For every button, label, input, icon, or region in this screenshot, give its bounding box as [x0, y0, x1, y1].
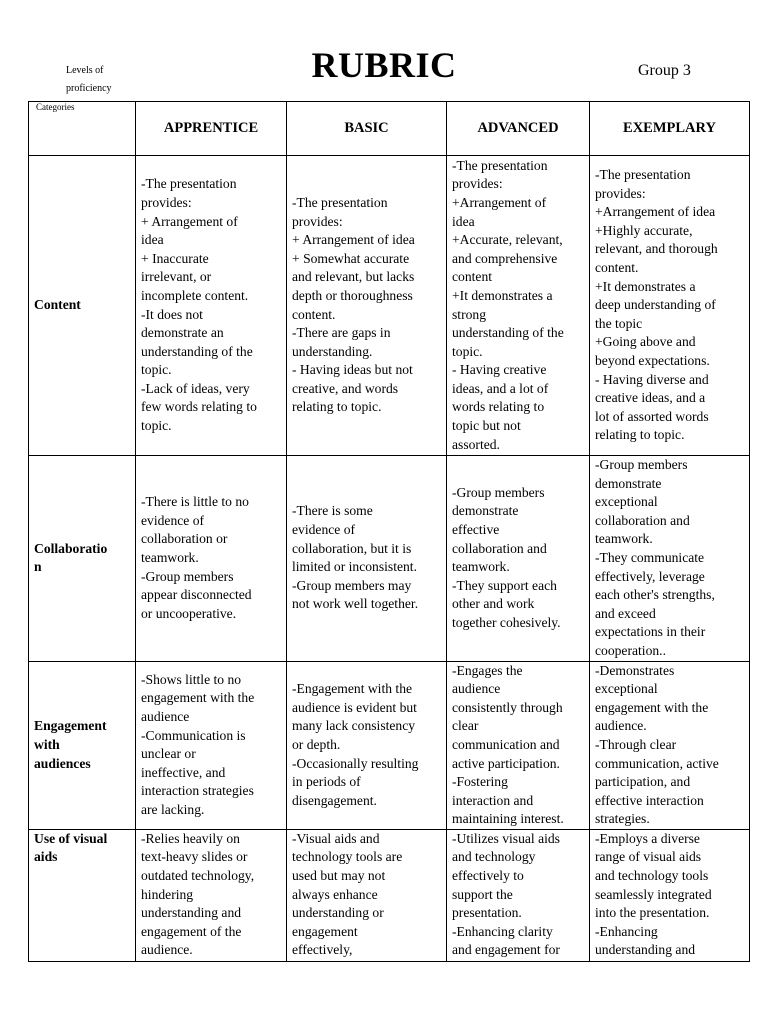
criteria-text-line: technology tools are	[292, 849, 403, 865]
criteria-cell-apprentice	[136, 661, 287, 829]
criteria-text-line: lot of assorted words	[595, 408, 709, 424]
criteria-text-line: -Utilizes visual aids	[452, 830, 560, 846]
criteria-text-line: support the	[452, 886, 513, 902]
criteria-text-line: or uncooperative.	[141, 605, 237, 621]
criteria-cell-basic	[287, 661, 447, 829]
criteria-text-line: -It does not	[141, 306, 203, 322]
criteria-cell-basic	[287, 829, 447, 961]
criteria-text-line: -Occasionally resulting	[292, 755, 419, 771]
criteria-text-line: seamlessly integrated	[595, 886, 712, 902]
criteria-text-line: outdated technology,	[141, 868, 255, 884]
criteria-text-line: audience.	[141, 942, 193, 958]
criteria-text-line: relating to topic.	[292, 399, 382, 415]
criteria-text-line: in periods of	[292, 774, 361, 790]
criteria-text-line: interaction strategies	[141, 783, 254, 799]
criteria-text-line: -Fostering	[452, 774, 508, 790]
criteria-text-line: understanding and	[595, 942, 696, 958]
criteria-text-line: provides:	[292, 213, 343, 229]
criteria-text-line: and relevant, but lacks	[292, 269, 415, 285]
category-cell	[29, 829, 136, 961]
criteria-text-line: not work well together.	[292, 596, 419, 612]
criteria-text-line: consistently through	[452, 699, 563, 715]
category-cell	[29, 456, 136, 662]
criteria-text-line: -Enhancing	[595, 923, 658, 939]
criteria-text-line: audience is evident but	[292, 699, 417, 715]
corner-cell	[29, 102, 136, 156]
criteria-text-line: content	[452, 269, 493, 285]
criteria-text-line: -Demonstrates	[595, 662, 675, 678]
criteria-text-line: -Communication is	[141, 727, 246, 743]
criteria-text-line: engagement	[292, 923, 358, 939]
criteria-text-line: exceptional	[595, 681, 658, 697]
criteria-text-line: used but may not	[292, 868, 386, 884]
criteria-text-line: effectively,	[292, 942, 353, 958]
criteria-text-line: understanding and	[141, 905, 242, 921]
criteria-text-line: provides:	[141, 194, 192, 210]
criteria-text-line: audience	[452, 681, 501, 697]
criteria-text-line: effectively, leverage	[595, 568, 705, 584]
criteria-text-line: relevant, and thorough	[595, 241, 718, 257]
criteria-text-line: maintaining interest.	[452, 811, 564, 827]
criteria-text-line: and technology	[452, 849, 536, 865]
criteria-text-line: words relating to	[452, 399, 545, 415]
criteria-text-line: +Arrangement of	[452, 194, 547, 210]
criteria-text-line: -Lack of ideas, very	[141, 380, 250, 396]
criteria-text-line: expectations in their	[595, 624, 706, 640]
criteria-text-line: -Visual aids and	[292, 830, 380, 846]
criteria-text-line: -Group members	[452, 484, 545, 500]
rubric-table	[28, 101, 750, 962]
criteria-text-line: each other's strengths,	[595, 587, 715, 603]
criteria-text-line: content.	[292, 306, 336, 322]
criteria-cell-exemplary	[590, 456, 750, 662]
criteria-text-line: effectively to	[452, 868, 524, 884]
criteria-text-line: few words relating to	[141, 399, 257, 415]
criteria-text-line: disengagement.	[292, 792, 377, 808]
rubric-row-engagement	[29, 661, 750, 829]
rubric-row-content	[29, 156, 750, 456]
level-header-basic: BASIC	[287, 102, 447, 156]
criteria-text-line: +It demonstrates a	[452, 287, 553, 303]
criteria-text-line: or depth.	[292, 736, 341, 752]
criteria-text-line: active participation.	[452, 755, 560, 771]
criteria-text-line: exceptional	[595, 494, 658, 510]
criteria-text-line: -Relies heavily on	[141, 830, 240, 846]
criteria-text-line: many lack consistency	[292, 718, 416, 734]
criteria-cell-exemplary	[590, 661, 750, 829]
criteria-text-line: understanding.	[292, 343, 373, 359]
category-label-line: audiences	[34, 755, 91, 771]
criteria-text-line: -The presentation	[141, 176, 237, 192]
criteria-text-line: +It demonstrates a	[595, 278, 696, 294]
criteria-text-line: effective interaction	[595, 792, 704, 808]
criteria-text-line: + Somewhat accurate	[292, 250, 410, 266]
criteria-text-line: clear	[452, 718, 479, 734]
criteria-text-line: incomplete content.	[141, 287, 249, 303]
criteria-text-line: collaboration and	[452, 540, 547, 556]
category-label-line: aids	[34, 849, 58, 865]
criteria-text-line: + Arrangement of	[141, 213, 238, 229]
criteria-text-line: engagement with the	[595, 699, 709, 715]
criteria-text-line: cooperation..	[595, 642, 666, 658]
criteria-text-line: interaction and	[452, 792, 534, 808]
criteria-text-line: + Arrangement of idea	[292, 232, 415, 248]
criteria-text-line: relating to topic.	[595, 427, 685, 443]
criteria-text-line: and comprehensive	[452, 250, 558, 266]
criteria-cell-advanced	[447, 156, 590, 456]
criteria-text-line: -There is little to no	[141, 494, 249, 510]
criteria-text-line: the topic	[595, 315, 643, 331]
categories-label: Categories	[36, 102, 75, 112]
criteria-text-line: and engagement for	[452, 942, 560, 958]
criteria-text-line: understanding or	[292, 905, 384, 921]
criteria-text-line: engagement of the	[141, 923, 242, 939]
category-label-line: Collaboratio	[34, 540, 108, 556]
criteria-text-line: creative, and words	[292, 380, 399, 396]
criteria-text-line: are lacking.	[141, 801, 205, 817]
criteria-text-line: presentation.	[452, 905, 522, 921]
category-cell	[29, 156, 136, 456]
criteria-text-line: -Through clear	[595, 736, 677, 752]
criteria-text-line: teamwork.	[595, 531, 653, 547]
criteria-text-line: collaboration, but it is	[292, 540, 412, 556]
criteria-cell-basic	[287, 156, 447, 456]
criteria-text-line: depth or thoroughness	[292, 287, 413, 303]
category-label-line: n	[34, 559, 42, 575]
level-header-apprentice: APPRENTICE	[136, 102, 287, 156]
criteria-text-line: teamwork.	[141, 549, 199, 565]
criteria-cell-exemplary	[590, 829, 750, 961]
criteria-text-line: engagement with the	[141, 690, 255, 706]
criteria-text-line: together cohesively.	[452, 615, 561, 631]
criteria-text-line: communication, active	[595, 755, 719, 771]
criteria-text-line: topic but not	[452, 418, 521, 434]
criteria-text-line: -There is some	[292, 503, 373, 519]
criteria-text-line: topic.	[141, 362, 172, 378]
criteria-text-line: ideas, and a lot of	[452, 380, 549, 396]
criteria-text-line: - Having diverse and	[595, 371, 709, 387]
criteria-text-line: strong	[452, 306, 486, 322]
criteria-text-line: topic.	[452, 343, 483, 359]
criteria-text-line: audience.	[595, 718, 647, 734]
criteria-text-line: understanding of the	[452, 325, 564, 341]
category-label-line: Content	[34, 297, 81, 313]
criteria-text-line: audience	[141, 709, 190, 725]
criteria-text-line: appear disconnected	[141, 587, 252, 603]
criteria-text-line: into the presentation.	[595, 905, 710, 921]
criteria-text-line: always enhance	[292, 886, 378, 902]
criteria-text-line: effective	[452, 522, 500, 538]
criteria-text-line: +Accurate, relevant,	[452, 232, 563, 248]
criteria-cell-advanced	[447, 456, 590, 662]
criteria-text-line: and exceed	[595, 605, 656, 621]
criteria-text-line: demonstrate	[452, 503, 519, 519]
criteria-text-line: idea	[141, 232, 164, 248]
criteria-text-line: -They communicate	[595, 549, 705, 565]
criteria-text-line: + Inaccurate	[141, 250, 209, 266]
rubric-row-visual-aids	[29, 829, 750, 961]
criteria-cell-advanced	[447, 829, 590, 961]
criteria-text-line: - Having creative	[452, 362, 547, 378]
level-header-advanced: ADVANCED	[447, 102, 590, 156]
criteria-cell-apprentice	[136, 456, 287, 662]
criteria-text-line: idea	[452, 213, 475, 229]
criteria-text-line: evidence of	[292, 522, 356, 538]
criteria-text-line: -Group members	[141, 568, 234, 584]
criteria-text-line: and technology tools	[595, 868, 709, 884]
levels-label-line: Levels of	[66, 65, 104, 76]
criteria-text-line: topic.	[141, 418, 172, 434]
criteria-cell-exemplary	[590, 156, 750, 456]
criteria-text-line: communication and	[452, 736, 560, 752]
criteria-text-line: -Group members	[595, 457, 688, 472]
criteria-text-line: -There are gaps in	[292, 325, 391, 341]
criteria-text-line: ineffective, and	[141, 764, 226, 780]
category-label-line: Use of visual	[34, 830, 108, 846]
criteria-text-line: -They support each	[452, 577, 557, 593]
criteria-text-line: understanding of the	[141, 343, 253, 359]
criteria-text-line: participation, and	[595, 774, 691, 790]
criteria-text-line: collaboration and	[595, 512, 690, 528]
criteria-text-line: unclear or	[141, 746, 196, 762]
page-title: RUBRIC	[311, 45, 457, 85]
criteria-text-line: -Employs a diverse	[595, 830, 700, 846]
criteria-text-line: collaboration or	[141, 531, 228, 547]
level-header-exemplary: EXEMPLARY	[590, 102, 750, 156]
levels-label-line: proficiency	[66, 83, 112, 94]
criteria-cell-apprentice	[136, 156, 287, 456]
criteria-text-line: demonstrate	[595, 475, 662, 491]
category-cell	[29, 661, 136, 829]
criteria-text-line: -Shows little to no	[141, 671, 242, 687]
criteria-text-line: other and work	[452, 596, 535, 612]
criteria-cell-apprentice	[136, 829, 287, 961]
criteria-text-line: -The presentation	[595, 167, 691, 183]
group-label: Group 3	[638, 62, 691, 79]
criteria-text-line: creative ideas, and a	[595, 390, 706, 406]
criteria-text-line: +Highly accurate,	[595, 222, 693, 238]
criteria-text-line: content.	[595, 260, 639, 276]
criteria-text-line: -Engages the	[452, 662, 523, 678]
criteria-text-line: teamwork.	[452, 559, 510, 575]
criteria-text-line: irrelevant, or	[141, 269, 212, 285]
criteria-text-line: range of visual aids	[595, 849, 702, 865]
criteria-text-line: demonstrate an	[141, 325, 224, 341]
rubric-row-collaboration	[29, 456, 750, 662]
criteria-text-line: beyond expectations.	[595, 352, 710, 368]
criteria-text-line: +Going above and	[595, 334, 696, 350]
criteria-text-line: -Enhancing clarity	[452, 923, 553, 939]
criteria-text-line: - Having ideas but not	[292, 362, 413, 378]
criteria-text-line: -Group members may	[292, 577, 412, 593]
criteria-text-line: assorted.	[452, 436, 500, 452]
header-row	[29, 102, 750, 156]
criteria-text-line: -Engagement with the	[292, 681, 413, 697]
criteria-text-line: hindering	[141, 886, 194, 902]
criteria-text-line: evidence of	[141, 512, 205, 528]
criteria-text-line: strategies.	[595, 811, 650, 827]
category-label-line: with	[34, 736, 60, 752]
criteria-text-line: -The presentation	[452, 157, 548, 173]
criteria-text-line: -The presentation	[292, 194, 388, 210]
criteria-text-line: provides:	[595, 185, 646, 201]
criteria-text-line: text-heavy slides or	[141, 849, 248, 865]
criteria-cell-advanced	[447, 661, 590, 829]
criteria-text-line: provides:	[452, 176, 503, 192]
criteria-text-line: deep understanding of	[595, 297, 716, 313]
criteria-text-line: +Arrangement of idea	[595, 204, 716, 220]
category-label-line: Engagement	[34, 718, 107, 734]
criteria-cell-basic	[287, 456, 447, 662]
criteria-text-line: limited or inconsistent.	[292, 559, 417, 575]
